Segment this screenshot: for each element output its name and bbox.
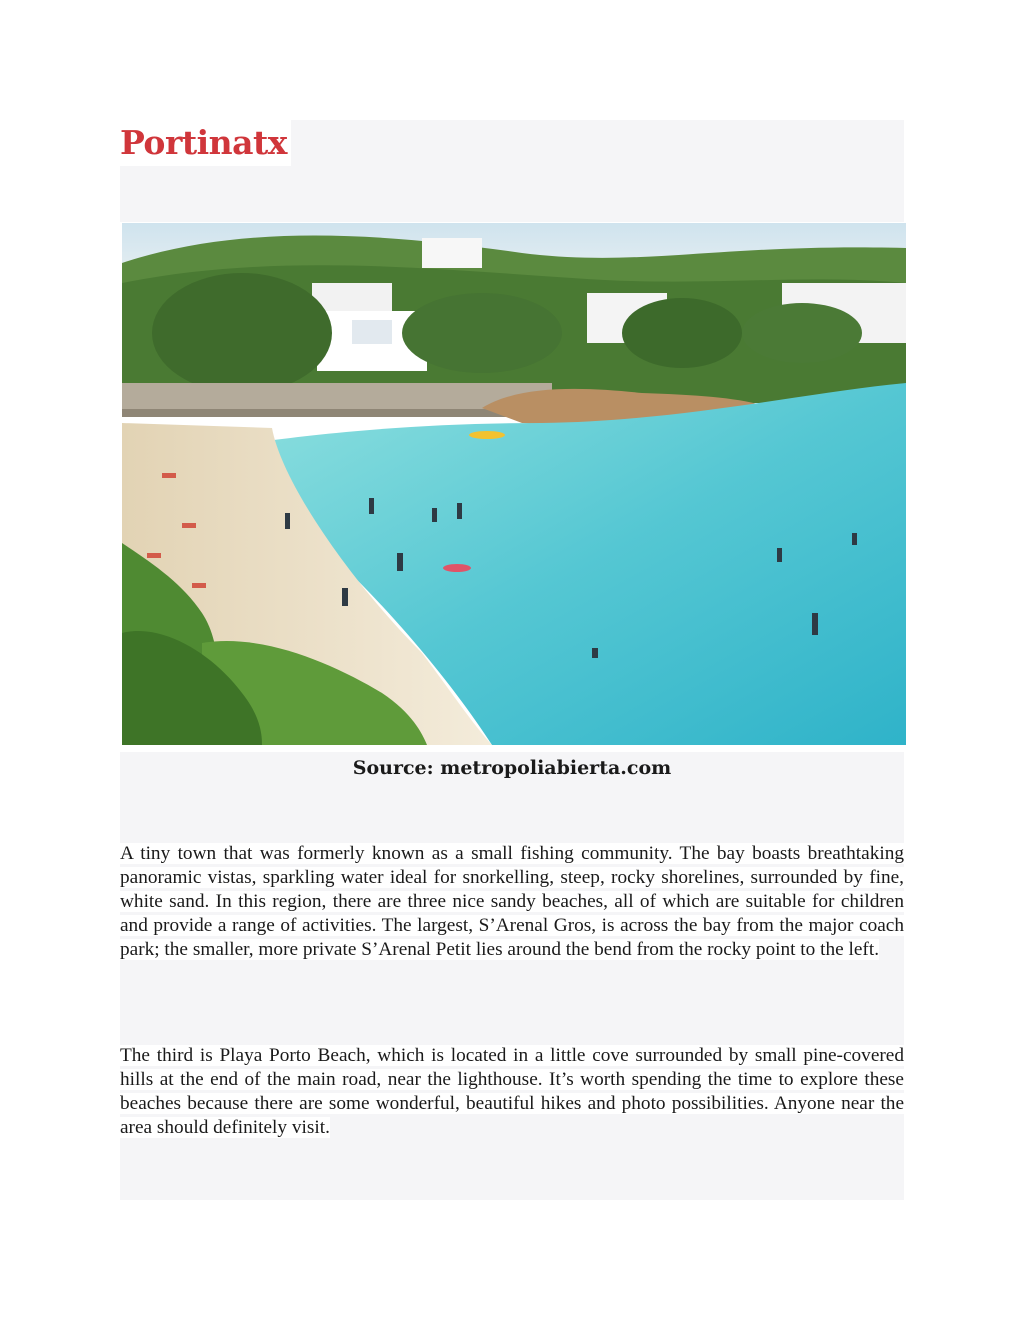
paragraph-2: [120, 1044, 904, 1140]
paragraph-1-text: A tiny town that was formerly known as a small fishing community. The bay boasts breathtaking panoramic vistas, sparkling water ideal for snorkelling, steep, rocky shorelines, surrounded by fine, white sand. In this region, there are three nice sandy beaches, all of which are suitable for children and provide a range of activities. The largest, S’Arenal Gros, is across the bay from the major coach park; the smaller, more private S’Arenal Petit lies around the bend from the rocky point to the left.: [120, 843, 904, 960]
paragraph-1: [120, 842, 904, 962]
beach-photo: [122, 223, 906, 745]
photo-source-caption: Source: metropoliabierta.com: [352, 757, 672, 779]
paragraph-2-text: The third is Playa Porto Beach, which is located in a little cove surrounded by small pine-covered hills at the end of the main road, near the lighthouse. It’s worth spending the time to explore these beaches because there are some wonderful, beautiful hikes and photo possibilities. Anyone near the area should definitely visit.: [120, 1045, 904, 1138]
page-title: Portinatx: [120, 120, 291, 166]
